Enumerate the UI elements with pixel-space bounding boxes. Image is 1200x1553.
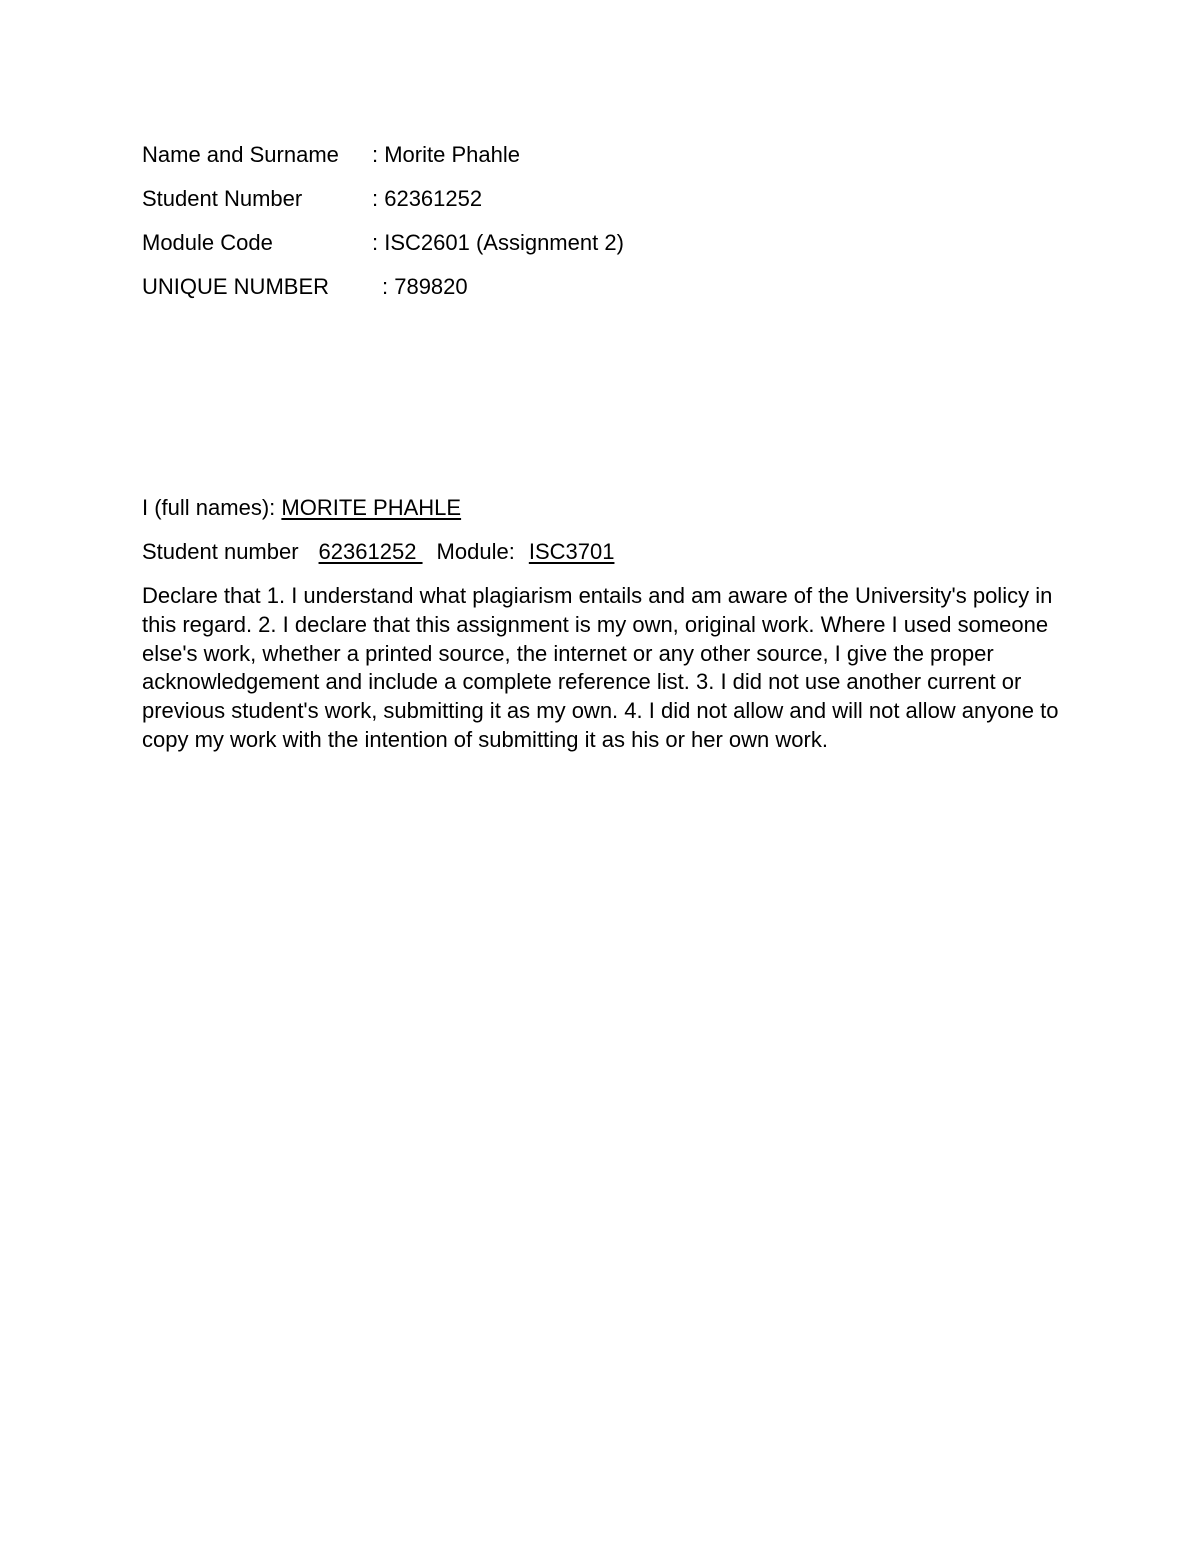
unique-number-value: : 789820 <box>382 274 468 299</box>
student-number-value: : 62361252 <box>372 186 483 211</box>
info-row-module-code <box>142 229 842 273</box>
name-value: : Morite Phahle <box>372 142 520 167</box>
info-row-name <box>142 141 842 185</box>
declaration-module-label: Module: <box>436 539 515 564</box>
full-names-line <box>142 494 1082 538</box>
full-names-value: MORITE PHAHLE <box>281 495 462 520</box>
declaration-statement: Declare that 1. I understand what plagiarism entails and am aware of the University's policy in this regard. 2. I declare that this assignment is my own, original work. Where I used someone else's work, whether a printed source, the internet or any other source, I give the proper acknowledgement and include a complete reference list. 3. I did not use another current or previous student's work, submitting it as my own. 4. I did not allow and will not allow anyone to copy my work with the intention of submitting it as his or her own work. <box>142 583 1059 752</box>
declaration-student-number-label: Student number <box>142 539 299 564</box>
student-info-block <box>142 141 842 317</box>
name-label: Name and Surname <box>142 142 339 167</box>
declaration-module-value: ISC3701 <box>528 539 615 564</box>
full-names-label: I (full names): <box>142 495 276 520</box>
info-row-unique-number <box>142 273 842 317</box>
unique-number-label: UNIQUE NUMBER <box>142 274 330 299</box>
info-row-student-number <box>142 185 842 229</box>
module-code-value: : ISC2601 (Assignment 2) <box>372 230 624 255</box>
student-number-label: Student Number <box>142 186 303 211</box>
module-code-label: Module Code <box>142 230 273 255</box>
student-number-module-line <box>142 538 1082 582</box>
declaration-student-number-value: 62361252 <box>318 539 423 564</box>
declaration-block <box>142 494 1082 755</box>
